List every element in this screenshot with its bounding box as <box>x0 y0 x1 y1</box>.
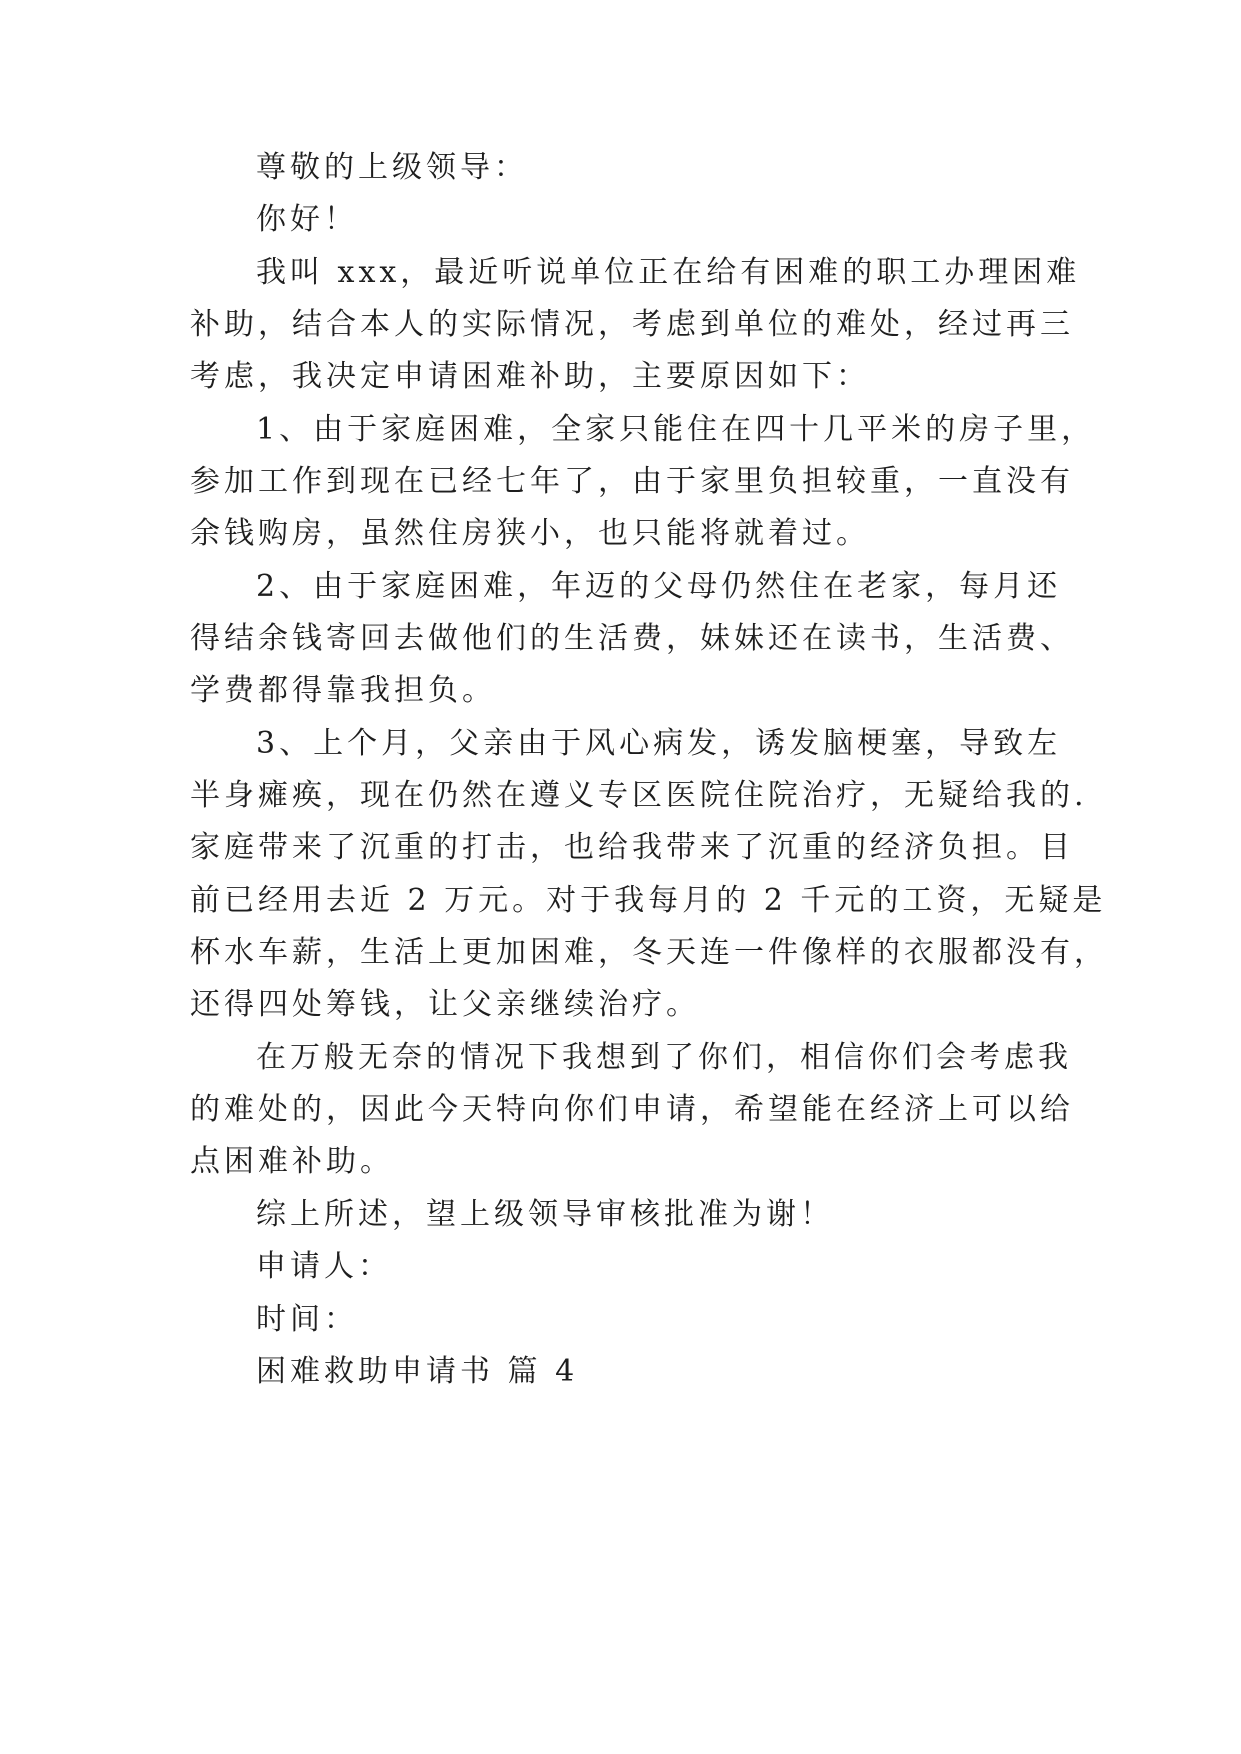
paragraph-4-line-4: 前已经用去近 2 万元。对于我每月的 2 千元的工资，无疑是 <box>190 883 1107 918</box>
paragraph-4-line-5: 杯水车薪，生活上更加困难，冬天连一件像样的衣服都没有， <box>190 935 1108 970</box>
paragraph-5-line-2: 的难处的，因此今天特向你们申请，希望能在经济上可以给 <box>190 1092 1074 1127</box>
closing-sentence: 综上所述，望上级领导审核批准为谢！ <box>256 1197 834 1232</box>
paragraph-1-line-1: 我叫 xxx，最近听说单位正在给有困难的职工办理困难 <box>256 255 1081 290</box>
paragraph-3-line-3: 学费都得靠我担负。 <box>190 673 496 708</box>
paragraph-4-line-1: 3、上个月，父亲由于风心病发，诱发脑梗塞，导致左 <box>256 726 1062 761</box>
paragraph-2-line-2: 参加工作到现在已经七年了，由于家里负担较重，一直没有 <box>190 464 1074 499</box>
next-section-title: 困难救助申请书 篇 4 <box>256 1354 579 1389</box>
paragraph-4-line-3: 家庭带来了沉重的打击，也给我带来了沉重的经济负担。目 <box>190 830 1074 865</box>
applicant-label: 申请人： <box>256 1249 392 1284</box>
paragraph-3-line-1: 2、由于家庭困难，年迈的父母仍然住在老家，每月还 <box>256 569 1062 604</box>
paragraph-4-line-2: 半身瘫痪，现在仍然在遵义专区医院住院治疗，无疑给我的. <box>190 778 1088 813</box>
greeting: 你好！ <box>256 202 358 237</box>
paragraph-5-line-3: 点困难补助。 <box>190 1144 394 1179</box>
salutation: 尊敬的上级领导： <box>256 150 528 185</box>
paragraph-5-line-1: 在万般无奈的情况下我想到了你们，相信你们会考虑我 <box>256 1040 1072 1075</box>
paragraph-1-line-3: 考虑，我决定申请困难补助，主要原因如下： <box>190 359 870 394</box>
time-label: 时间： <box>256 1302 358 1337</box>
paragraph-2-line-1: 1、由于家庭困难，全家只能住在四十几平米的房子里， <box>256 412 1096 447</box>
paragraph-2-line-3: 余钱购房，虽然住房狭小，也只能将就着过。 <box>190 516 870 551</box>
paragraph-3-line-2: 得结余钱寄回去做他们的生活费，妹妹还在读书，生活费、 <box>190 621 1074 656</box>
paragraph-4-line-6: 还得四处筹钱，让父亲继续治疗。 <box>190 987 700 1022</box>
paragraph-1-line-2: 补助，结合本人的实际情况，考虑到单位的难处，经过再三 <box>190 307 1074 342</box>
